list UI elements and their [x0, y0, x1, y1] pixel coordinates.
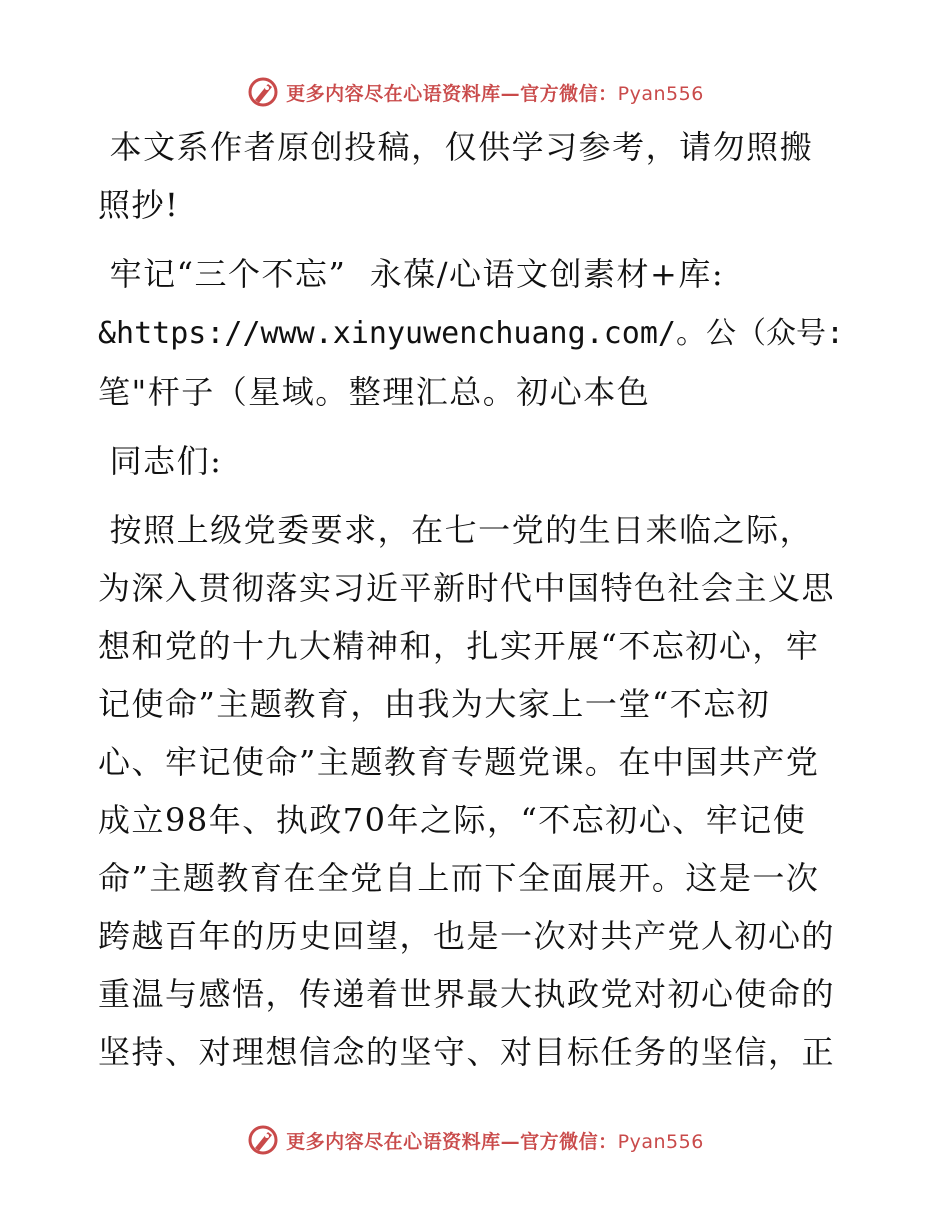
body-line: 坚持、对理想信念的坚守、对目标任务的坚信，正 [98, 1033, 836, 1071]
body-line: 想和党的十九大精神和，扎实开展“不忘初心，牢 [98, 627, 820, 665]
greeting: 同志们: [98, 442, 223, 480]
body-line: 重温与感悟，传递着世界最大执政党对初心使命的 [98, 975, 836, 1013]
footer-banner [0, 1118, 950, 1162]
body-line: 跨越百年的历史回望，也是一次对共产党人初心的 [98, 917, 836, 955]
title-url-line: &https://www.xinyuwenchuang.com/。公（众号: [98, 316, 845, 351]
document-body [98, 118, 858, 1081]
header-banner [0, 70, 950, 114]
notice-line: 照抄! [98, 186, 180, 224]
header-banner-text: 更多内容尽在心语资料库—官方微信：Pyan556 [286, 82, 704, 105]
body-line: 记使命”主题教育，由我为大家上一堂“不忘初 [98, 685, 771, 723]
title-line: 笔"杆子（星域。整理汇总。初心本色 [98, 373, 651, 411]
title-line: 牢记“三个不忘” 永葆/心语文创素材+库: [98, 255, 725, 293]
title-paragraph [98, 245, 858, 421]
body-paragraph [98, 501, 858, 1081]
body-line: 为深入贯彻落实习近平新时代中国特色社会主义思 [98, 569, 836, 607]
pen-logo-icon [246, 75, 280, 109]
body-line: 心、牢记使命”主题教育专题党课。在中国共产党 [98, 743, 820, 781]
body-line: 按照上级党委要求，在七一党的生日来临之际， [98, 511, 814, 549]
footer-banner-text: 更多内容尽在心语资料库—官方微信：Pyan556 [286, 1130, 704, 1153]
body-line: 成立98年、执政70年之际，“不忘初心、牢记使 [98, 801, 807, 839]
notice-line: 本文系作者原创投稿，仅供学习参考，请勿照搬 [98, 128, 814, 166]
pen-logo-icon [246, 1123, 280, 1157]
notice-paragraph [98, 118, 858, 234]
body-line: 命”主题教育在全党自上而下全面展开。这是一次 [98, 859, 820, 897]
